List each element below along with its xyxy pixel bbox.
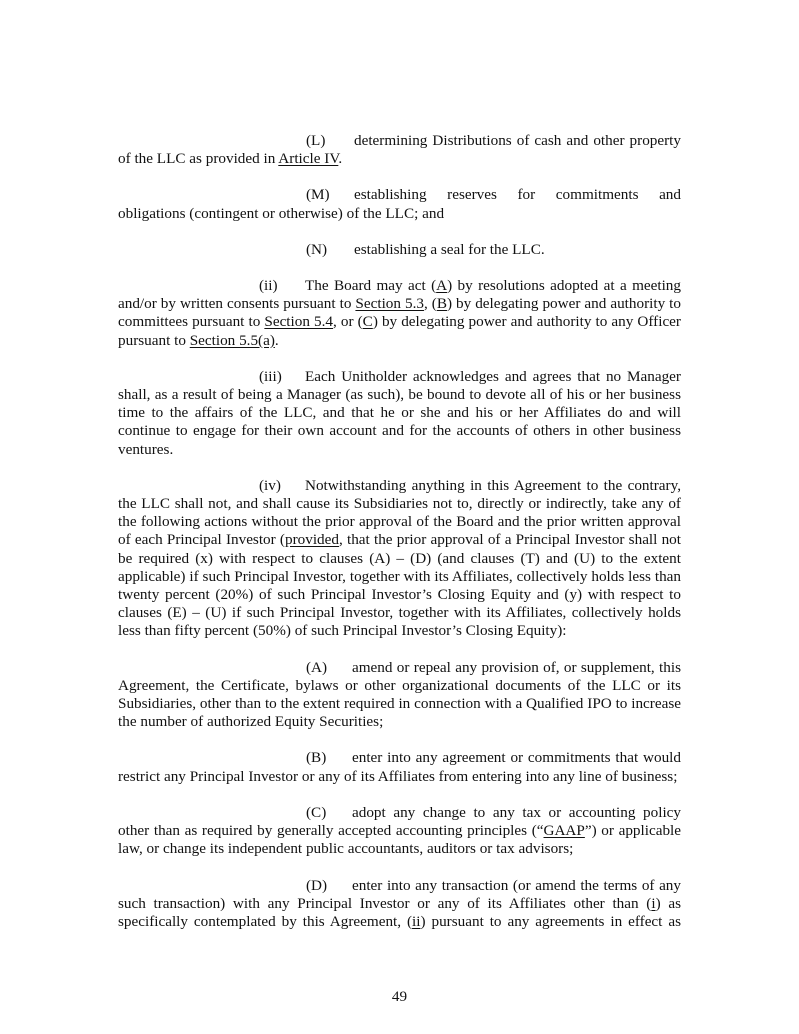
clause-ref-C[interactable]: C [362, 313, 373, 331]
text-run: , that the prior approval of a Principal Investor shall not be required (x) with respect to clauses (A) – (D) (and clauses (T) and (U) to the extent applicable) if such Principal Investor, together with its Affiliates, collectively holds less than twenty percent (20%) of such Principal Investor’s Closing Equity and (y) with respect to clauses (E) – (U) if such Principal Investor, together with its Affiliates, collectively holds less than fifty percent (50%) of such Principal Investor’s Closing Equity): [118, 531, 681, 640]
text-run: adopt any change to any tax or accounting policy other than as required by generally accepted accounting principles (“ [118, 803, 681, 840]
clause-label: (N) [306, 240, 328, 258]
clause-M-continuation: obligations (contingent or otherwise) of the LLC; and [118, 204, 445, 222]
clause-text: establishing reserves for commitments and [354, 186, 681, 204]
clause-label: (B) [306, 749, 327, 767]
text-run: ) as specifically contemplated by this Agreement, ( [118, 894, 681, 930]
clause-M [118, 186, 681, 222]
gaap-term: GAAP [543, 822, 585, 840]
clause-ref-B[interactable]: B [436, 295, 447, 313]
item-ref-i: i [651, 894, 656, 912]
article-iv-link[interactable]: Article IV [278, 150, 339, 168]
page-number: 49 [391, 988, 408, 1005]
text-run: ) pursuant to any agreements in effect as [420, 912, 681, 930]
text-run: . [274, 331, 279, 349]
text-run: ) by delegating power and authority to any Officer pursuant to [118, 313, 681, 349]
clause-iv [118, 477, 681, 641]
text-run: The Board may act ( [305, 277, 437, 295]
clause-label: (M) [306, 186, 330, 204]
clause-N-line [118, 241, 681, 259]
clause-ii [118, 277, 681, 350]
clause-L-continuation [118, 150, 681, 168]
clause-text: amend or repeal any provision of, or supplement, this Agreement, the Certificate, bylaws or other organizational documents of the LLC or its Subsidiaries, other than to the extent required in connection with a Qualified IPO to increase the number of authorized Equity Securities; [118, 658, 681, 731]
document-body [118, 132, 681, 949]
text-run: , ( [423, 295, 437, 313]
clause-label: (C) [306, 803, 327, 821]
clause-label: (D) [306, 876, 328, 894]
clause-label: (A) [306, 658, 328, 676]
section-5-4-link[interactable]: Section 5.4 [264, 313, 333, 331]
clause-text: determining Distributions of cash and other property [354, 132, 681, 149]
provided-term: provided [284, 531, 339, 549]
text-run: . [338, 150, 343, 168]
text-run: ”) or applicable law, or change its independent public accountants, auditors or tax advisors; [118, 822, 681, 858]
text-run: , or ( [333, 313, 363, 331]
clause-label: (iii) [259, 367, 282, 385]
clause-B [118, 749, 681, 785]
text-run: Notwithstanding anything in this Agreement to the contrary, the LLC shall not, and shall cause its Subsidiaries not to, directly or indirectly, take any of the following actions without the prior approval of the Board and the prior written approval of each Principal Investor ( [118, 476, 681, 549]
clause-L [118, 132, 681, 168]
clause-label: (iv) [259, 476, 281, 494]
section-5-5a-link[interactable]: Section 5.5(a) [189, 331, 275, 349]
clause-text: establishing a seal for the LLC. [354, 240, 545, 258]
clause-text: Each Unitholder acknowledges and agrees that no Manager shall, as a result of being a Manager (as such), be bound to devote all of his or her business time to the affairs of the LLC, and that he or she and his or her Affiliates do and will continue to engage for their own account and for the accounts of others in other business ventures. [118, 367, 681, 458]
clause-label: (ii) [259, 277, 278, 295]
clause-C [118, 804, 681, 859]
clause-M-first-line [118, 186, 681, 204]
text-run: of the LLC as provided in [118, 150, 279, 168]
section-5-3-link[interactable]: Section 5.3 [355, 295, 424, 313]
clause-L-first-line [118, 132, 681, 150]
clause-iii [118, 368, 681, 459]
clause-D [118, 877, 681, 932]
clause-label: (L) [306, 132, 326, 149]
clause-ref-A[interactable]: A [436, 277, 448, 295]
clause-N [118, 241, 681, 259]
clause-A [118, 659, 681, 732]
clause-text: enter into any agreement or commitments that would restrict any Principal Investor or any of its Affiliates from entering into any line of business; [118, 749, 681, 785]
item-ref-ii: ii [412, 912, 421, 930]
text-run: enter into any transaction (or amend the terms of any such transaction) with any Principal Investor or any of its Affiliates other than ( [118, 876, 681, 912]
text-run: ) by resolutions adopted at a meeting and/or by written consents pursuant to [118, 277, 681, 313]
text-run: ) by delegating power and authority to committees pursuant to [118, 295, 681, 331]
